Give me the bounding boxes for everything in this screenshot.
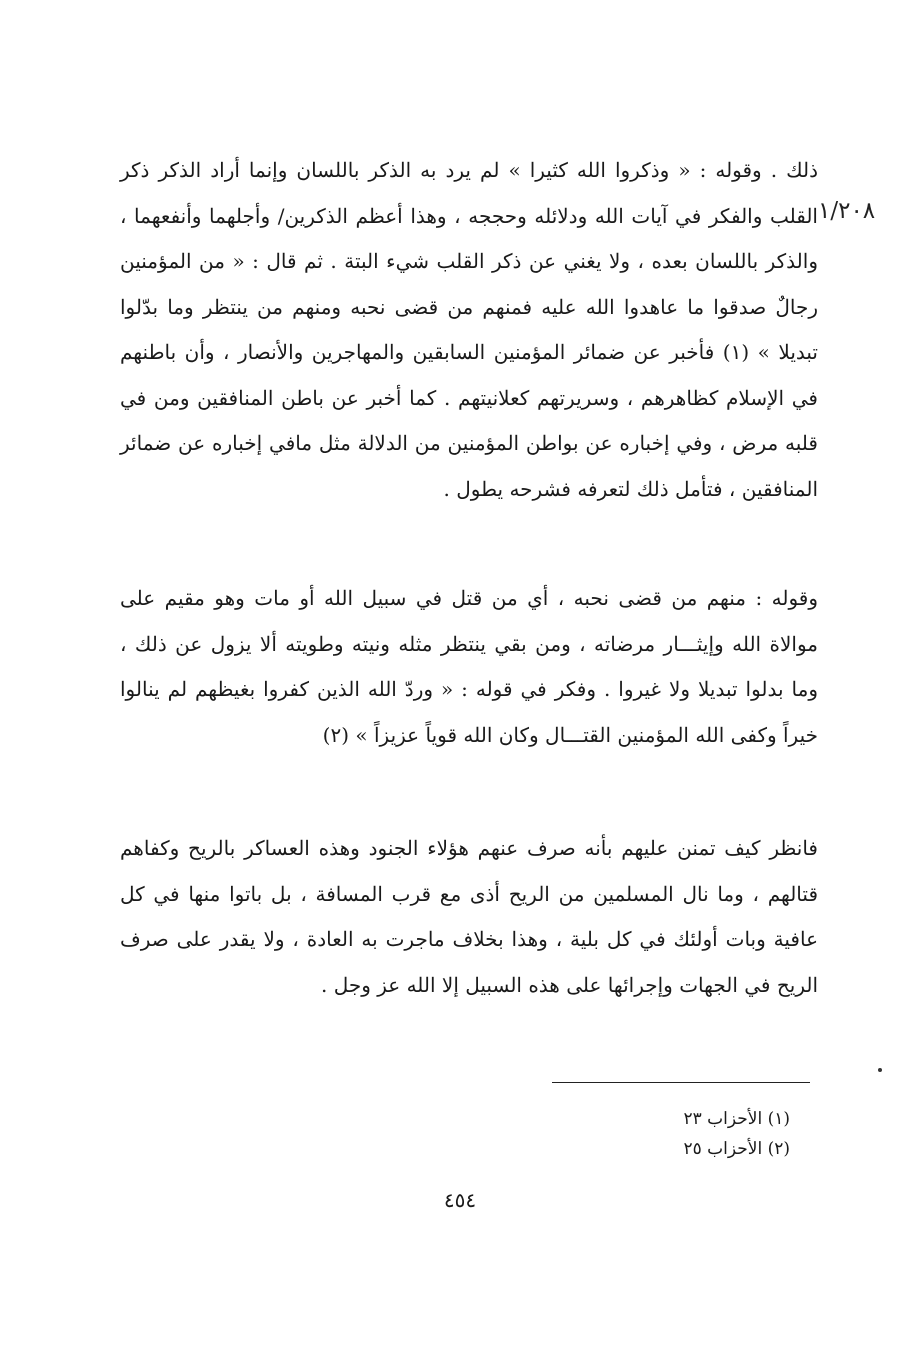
paragraph-3 (120, 826, 818, 1008)
footnote-1: (١) الأحزاب ٢٣ (683, 1109, 790, 1129)
footnote-2: (٢) الأحزاب ٢٥ (683, 1139, 790, 1159)
paragraph-text: ذلك . وقوله : « وذكروا الله كثيرا » لم يرد به الذكر باللسان وإنما أراد الذكر ذكر القلب والفكر في آيات الله ودلائله وحججه ، وهذا أعظم الذكرين/ وأجلهما وأنفعهما ، والذكر باللسان بعده ، ولا يغني عن ذكر القلب شيء البتة . ثم قال : « من المؤمنين رجالٌ صدقوا ما عاهدوا الله عليه فمنهم من قضى نحبه ومنهم من ينتظر وما بدّلوا تبديلا » (١) فأخبر عن ضمائر المؤمنين السابقين والمهاجرين والأنصار ، وأن باطنهم في الإسلام كظاهرهم ، وسريرتهم كعلانيتهم . كما أخبر عن باطن المنافقين ومن في قلبه مرض ، وفي إخباره عن بواطن المؤمنين من الدلالة مثل مافي إخباره عن ضمائر المنافقين ، فتأمل ذلك لتعرفه فشرحه يطول . (120, 158, 818, 501)
paragraph-2 (120, 576, 818, 758)
page-number: ٤٥٤ (443, 1188, 477, 1212)
footnotes (560, 1104, 790, 1164)
footnote-separator (552, 1082, 810, 1083)
paragraph-text: وقوله : منهم من قضى نحبه ، أي من قتل في سبيل الله أو مات وهو مقيم على موالاة الله وإيثـــار مرضاته ، ومن بقي ينتظر مثله ونيته وطويته ألا يزول عن ذلك ، وما بدلوا تبديلا ولا غيروا . وفكر في قوله : « وردّ الله الذين كفروا بغيظهم لم ينالوا خيراً وكفى الله المؤمنين القتـــال وكان الله قوياً عزيزاً » (٢) (120, 586, 818, 747)
margin-page-reference: ١/٢٠٨ (818, 198, 876, 224)
paragraph-text: فانظر كيف تمنن عليهم بأنه صرف عنهم هؤلاء الجنود وهذه العساكر بالريح وكفاهم قتالهم ، وما نال المسلمين من الريح أذى مع قرب المسافة ، بل باتوا منها في كل عافية وبات أولئك في كل بلية ، وهذا بخلاف ماجرت به العادة ، ولا يقدر على صرف الريح في الجهات وإجرائها على هذه السبيل إلا الله عز وجل . (120, 836, 818, 997)
paragraph-1 (120, 148, 818, 512)
margin-dot (878, 1068, 882, 1072)
